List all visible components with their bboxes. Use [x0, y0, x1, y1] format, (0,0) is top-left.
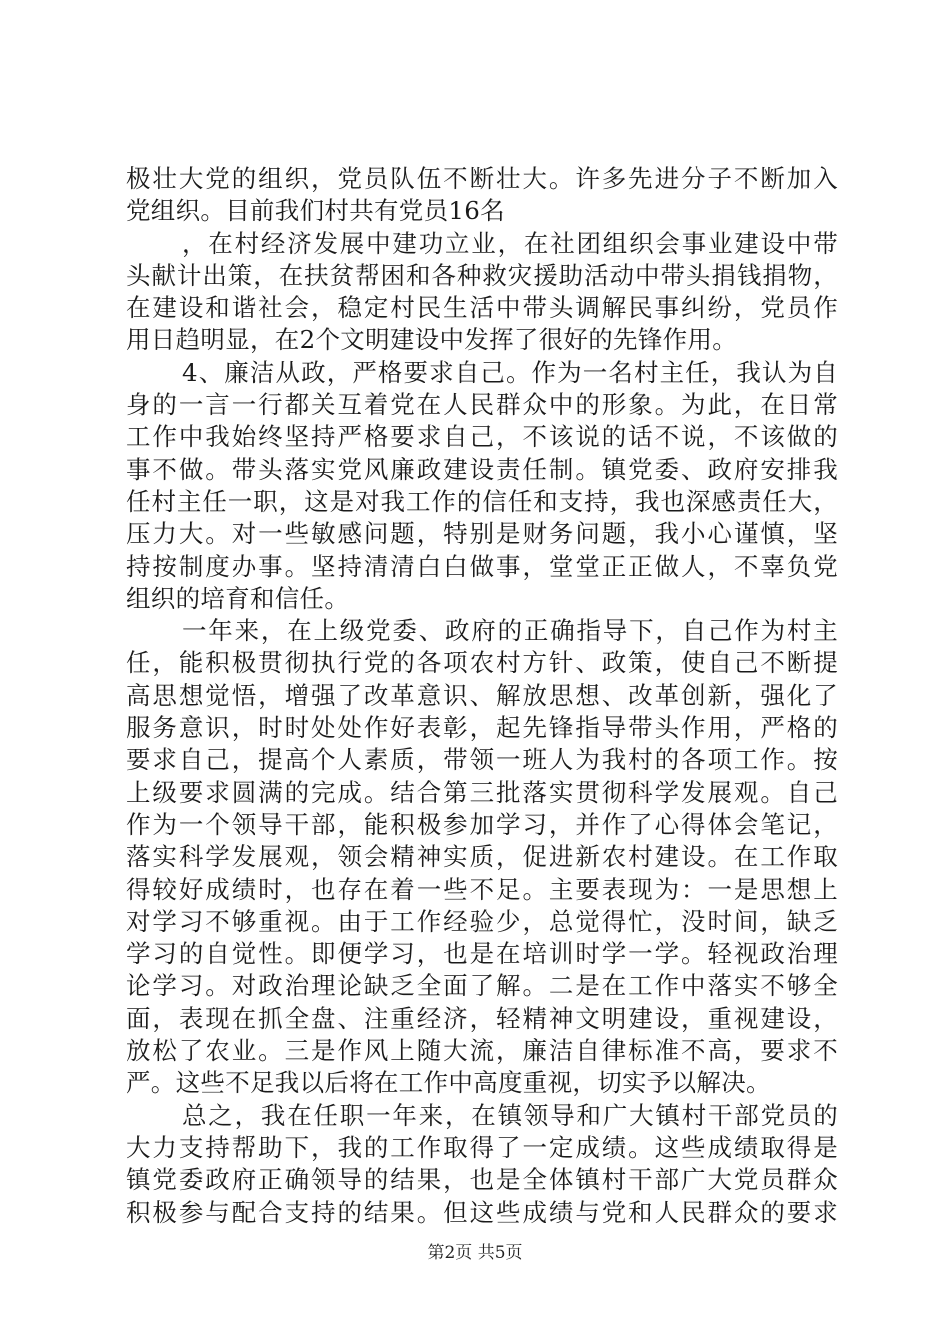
text-line: 对学习不够重视。由于工作经验少，总觉得忙，没时间，缺乏	[126, 906, 838, 936]
page-footer	[0, 1241, 950, 1265]
text-line: 组织的培育和信任。	[126, 583, 350, 613]
text-line: 落实科学发展观，领会精神实质，促进新农村建设。在工作取	[126, 842, 838, 872]
text-line: 工作中我始终坚持严格要求自己，不该说的话不说，不该做的	[126, 422, 838, 452]
text-line: 论学习。对政治理论缺乏全面了解。二是在工作中落实不够全	[126, 971, 838, 1001]
text-line: 大力支持帮助下，我的工作取得了一定成绩。这些成绩取得是	[126, 1132, 838, 1162]
body-text	[126, 163, 838, 1229]
text-line: 积极参与配合支持的结果。但这些成绩与党和人民群众的要求	[126, 1197, 838, 1227]
text-line: 总之，我在任职一年来，在镇领导和广大镇村干部党员的	[182, 1100, 838, 1130]
text-line: 任，能积极贯彻执行党的各项农村方针、政策，使自己不断提	[126, 648, 838, 678]
text-line: 持按制度办事。坚持清清白白做事，堂堂正正做人，不辜负党	[126, 551, 838, 581]
text-line: 放松了农业。三是作风上随大流，廉洁自律标准不高，要求不	[126, 1036, 838, 1066]
text-line: 压力大。对一些敏感问题，特别是财务问题，我小心谨慎，坚	[126, 519, 838, 549]
text-line: 得较好成绩时，也存在着一些不足。主要表现为：一是思想上	[126, 874, 838, 904]
text-line: 4、廉洁从政，严格要求自己。作为一名村主任，我认为自	[182, 357, 838, 387]
text-line: ，在村经济发展中建功立业，在社团组织会事业建设中带	[182, 228, 838, 258]
text-line: 镇党委政府正确领导的结果，也是全体镇村干部广大党员群众	[126, 1165, 838, 1195]
text-line: 作为一个领导干部，能积极参加学习，并作了心得体会笔记，	[126, 809, 838, 839]
text-line: 任村主任一职，这是对我工作的信任和支持，我也深感责任大，	[126, 486, 838, 516]
text-line: 面，表现在抓全盘、注重经济，轻精神文明建设，重视建设，	[126, 1003, 838, 1033]
text-line: 极壮大党的组织，党员队伍不断壮大。许多先进分子不断加入	[126, 164, 838, 193]
text-line: 高思想觉悟，增强了改革意识、解放思想、改革创新，强化了	[126, 680, 838, 710]
text-line: 党组织。目前我们村共有党员16名	[126, 196, 505, 226]
text-line: 在建设和谐社会，稳定村民生活中带头调解民事纠纷，党员作	[126, 293, 838, 323]
text-line: 严。这些不足我以后将在工作中高度重视，切实予以解决。	[126, 1068, 771, 1098]
page-number-label: 第2页 共5页	[427, 1243, 523, 1263]
text-line: 上级要求圆满的完成。结合第三批落实贯彻科学发展观。自己	[126, 777, 838, 807]
text-line: 身的一言一行都关互着党在人民群众中的形象。为此，在日常	[126, 390, 838, 420]
text-line: 学习的自觉性。即便学习，也是在培训时学一学。轻视政治理	[126, 939, 838, 969]
text-line: 用日趋明显，在2个文明建设中发挥了很好的先锋作用。	[126, 325, 738, 355]
text-line: 一年来，在上级党委、政府的正确指导下，自己作为村主	[182, 616, 838, 646]
text-line: 要求自己，提高个人素质，带领一班人为我村的各项工作。按	[126, 745, 838, 775]
text-line: 服务意识，时时处处作好表彰，起先锋指导带头作用，严格的	[126, 713, 838, 743]
text-line: 头献计出策，在扶贫帮困和各种救灾援助活动中带头捐钱捐物，	[126, 260, 838, 290]
text-line: 事不做。带头落实党风廉政建设责任制。镇党委、政府安排我	[126, 454, 838, 484]
